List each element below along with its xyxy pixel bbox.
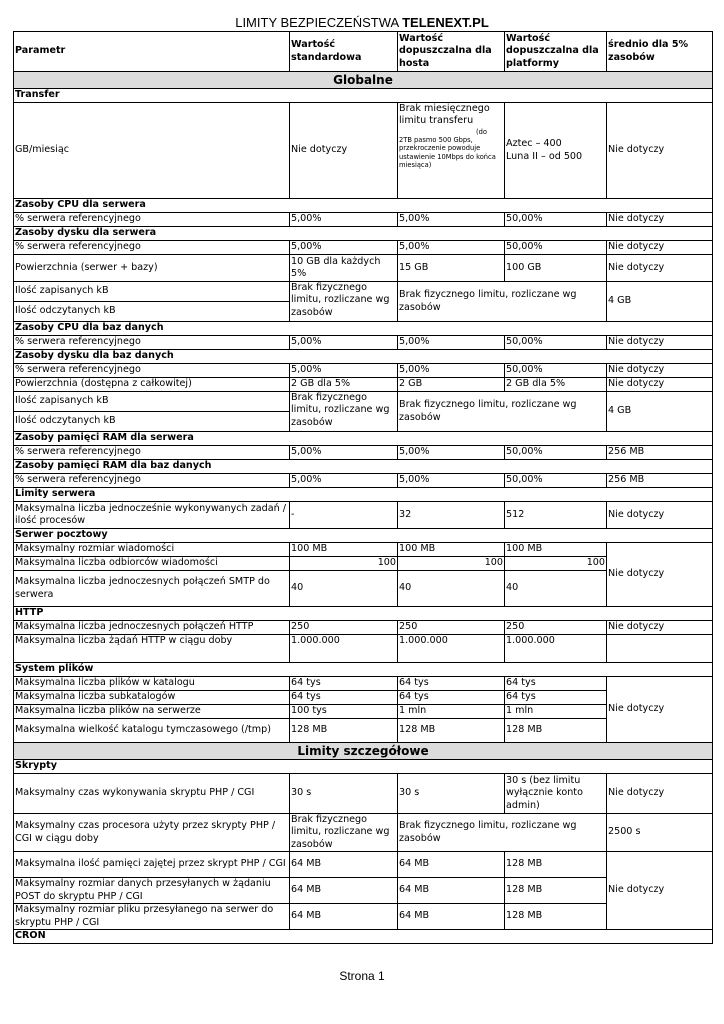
cell-avg: Nie dotyczy: [607, 378, 713, 392]
cell-host: 250: [398, 621, 505, 635]
cell-std: 5,00%: [290, 213, 398, 227]
transfer-plat-line2: Luna II – od 500: [506, 150, 583, 162]
transfer-host-note: [399, 128, 503, 170]
cell-avg: Nie dotyczy: [607, 255, 713, 282]
cell-plat: 100 MB: [505, 543, 607, 557]
section-row: [14, 227, 713, 241]
cell-std: 40: [290, 571, 398, 607]
cell-host: 1 mln: [398, 705, 505, 719]
cell-param: Maksymalna liczba plików w katalogu: [14, 677, 290, 691]
cell-host: 40: [398, 571, 505, 607]
cell-param: Powierzchnia (serwer + bazy): [14, 255, 290, 282]
cell-avg: Nie dotyczy: [607, 241, 713, 255]
cell-std: Nie dotyczy: [290, 103, 398, 199]
table-row: [14, 336, 713, 350]
cell-param: % serwera referencyjnego: [14, 336, 290, 350]
cell-param: Maksymalny rozmiar danych przesyłanych w żądaniu POST do skryptu PHP / CGI: [14, 878, 290, 904]
cell-avg: Nie dotyczy: [607, 103, 713, 199]
cell-std: 10 GB dla każdych 5%: [290, 255, 398, 282]
cell-param: % serwera referencyjnego: [14, 213, 290, 227]
cell-std: Brak fizycznego limitu, rozliczane wg zasobów: [290, 814, 398, 852]
cell-plat: 2 GB dla 5%: [505, 378, 607, 392]
cell-avg: Nie dotyczy: [607, 213, 713, 227]
cell-std: 128 MB: [290, 719, 398, 743]
cell-std: 2 GB dla 5%: [290, 378, 398, 392]
cell-avg: Nie dotyczy: [607, 364, 713, 378]
cell-std: 5,00%: [290, 336, 398, 350]
table-row: [14, 814, 713, 852]
cell-avg: 2500 s: [607, 814, 713, 852]
cell-host: 64 MB: [398, 878, 505, 904]
cell-param: Ilość zapisanych kB: [14, 392, 290, 412]
section-row: [14, 488, 713, 502]
cell-plat: 64 tys: [505, 691, 607, 705]
cell-std: 5,00%: [290, 446, 398, 460]
cell-avg: 256 MB: [607, 446, 713, 460]
cell-std: Brak fizycznego limitu, rozliczane wg zasobów: [290, 282, 398, 322]
band-szczegolowe: [14, 743, 713, 760]
table-row: [14, 213, 713, 227]
cell-param: Maksymalna liczba subkatalogów: [14, 691, 290, 705]
section-fs: System plików: [14, 663, 713, 677]
cell-host: 128 MB: [398, 719, 505, 743]
cell-host: 32: [398, 502, 505, 529]
cell-std: 64 tys: [290, 677, 398, 691]
cell-param: Maksymalna liczba odbiorców wiadomości: [14, 557, 290, 571]
header-srednio: średnio dla 5% zasobów: [607, 32, 713, 72]
cell-host: 5,00%: [398, 364, 505, 378]
section-row: [14, 663, 713, 677]
cell-param: Maksymalny rozmiar wiadomości: [14, 543, 290, 557]
cell-plat: 512: [505, 502, 607, 529]
cell-host: 5,00%: [398, 213, 505, 227]
table-row: [14, 241, 713, 255]
cell-param: Maksymalna liczba jednoczesnych połączeń HTTP: [14, 621, 290, 635]
table-row: [14, 774, 713, 814]
cell-std: 64 MB: [290, 878, 398, 904]
section-row: [14, 529, 713, 543]
section-row: [14, 322, 713, 336]
cell-plat: 30 s (bez limitu wyłącznie konto admin): [505, 774, 607, 814]
cell-host: 5,00%: [398, 336, 505, 350]
cell-plat: 50,00%: [505, 364, 607, 378]
section-row: [14, 350, 713, 364]
cell-std: 64 MB: [290, 904, 398, 930]
table-row: [14, 474, 713, 488]
cell-param: Powierzchnia (dostępna z całkowitej): [14, 378, 290, 392]
section-row: [14, 760, 713, 774]
cell-param: Ilość odczytanych kB: [14, 302, 290, 322]
cell-param: Maksymalny czas wykonywania skryptu PHP / CGI: [14, 774, 290, 814]
cell-plat: 128 MB: [505, 878, 607, 904]
section-row: [14, 607, 713, 621]
cell-param: Ilość zapisanych kB: [14, 282, 290, 302]
cell-param: Maksymalny czas procesora użyty przez skrypty PHP / CGI w ciągu doby: [14, 814, 290, 852]
cell-plat: 1.000.000: [505, 635, 607, 663]
section-mail: Serwer pocztowy: [14, 529, 713, 543]
cell-host: 64 MB: [398, 904, 505, 930]
table-row: [14, 677, 713, 691]
cell-host: 15 GB: [398, 255, 505, 282]
cell-host: 5,00%: [398, 474, 505, 488]
cell-avg: 4 GB: [607, 282, 713, 322]
section-row: [14, 89, 713, 103]
cell-std: 30 s: [290, 774, 398, 814]
cell-plat: [505, 103, 607, 199]
table-row: [14, 852, 713, 878]
table-row: [14, 378, 713, 392]
cell-param: Maksymalna liczba plików na serwerze: [14, 705, 290, 719]
cell-host: 1.000.000: [398, 635, 505, 663]
cell-avg: Nie dotyczy: [607, 621, 713, 635]
cell-std: 100 MB: [290, 543, 398, 557]
cell-std: Brak fizycznego limitu, rozliczane wg zasobów: [290, 392, 398, 432]
section-ram-db: Zasoby pamięci RAM dla baz danych: [14, 460, 713, 474]
section-limits-server: Limity serwera: [14, 488, 713, 502]
header-wartosc-platforma: Wartość dopuszczalna dla platformy: [505, 32, 607, 72]
band-szczegolowe-label: Limity szczegółowe: [14, 743, 713, 760]
document-title: [0, 15, 724, 30]
band-globalne-label: Globalne: [14, 72, 713, 89]
transfer-host-main: Brak miesięcznego limitu transferu: [399, 103, 490, 127]
cell-plat: 128 MB: [505, 719, 607, 743]
cell-plat: 128 MB: [505, 904, 607, 930]
cell-param: % serwera referencyjnego: [14, 474, 290, 488]
cell-plat: 50,00%: [505, 446, 607, 460]
table-row: [14, 621, 713, 635]
table-row: [14, 364, 713, 378]
cell-host: 64 tys: [398, 691, 505, 705]
cell-avg: 256 MB: [607, 474, 713, 488]
cell-plat: 100 GB: [505, 255, 607, 282]
section-row: [14, 460, 713, 474]
transfer-host-note-b: 2TB pasmo 500 Gbps, przekroczenie powoduje ustawienie 10Mbps do końca miesiąca): [399, 136, 496, 170]
cell-host-plat: Brak fizycznego limitu, rozliczane wg zasobów: [398, 392, 607, 432]
cell-std: 5,00%: [290, 241, 398, 255]
section-row: [14, 432, 713, 446]
cell-host-plat: Brak fizycznego limitu, rozliczane wg zasobów: [398, 282, 607, 322]
cell-std: 5,00%: [290, 474, 398, 488]
cell-avg: Nie dotyczy: [607, 543, 713, 607]
cell-host-plat: Brak fizycznego limitu, rozliczane wg zasobów: [398, 814, 607, 852]
table-row: [14, 446, 713, 460]
band-globalne: [14, 72, 713, 89]
section-row: [14, 930, 713, 944]
limits-table: [13, 31, 713, 944]
table-row: [14, 255, 713, 282]
section-transfer: Transfer: [14, 89, 713, 103]
cell-avg: Nie dotyczy: [607, 502, 713, 529]
table-row: [14, 392, 713, 412]
cell-host: 5,00%: [398, 241, 505, 255]
section-disk-server: Zasoby dysku dla serwera: [14, 227, 713, 241]
cell-std: -: [290, 502, 398, 529]
cell-std: 64 tys: [290, 691, 398, 705]
cell-param: Maksymalna wielkość katalogu tymczasowego (/tmp): [14, 719, 290, 743]
cell-std: 100 tys: [290, 705, 398, 719]
header-wartosc-standardowa: Wartość standardowa: [290, 32, 398, 72]
cell-param: % serwera referencyjnego: [14, 241, 290, 255]
table-row: [14, 635, 713, 663]
section-ram-server: Zasoby pamięci RAM dla serwera: [14, 432, 713, 446]
cell-param: Ilość odczytanych kB: [14, 412, 290, 432]
table-row: [14, 103, 713, 199]
cell-std: 1.000.000: [290, 635, 398, 663]
cell-avg: Nie dotyczy: [607, 774, 713, 814]
cell-host: [398, 103, 505, 199]
section-cpu-db: Zasoby CPU dla baz danych: [14, 322, 713, 336]
header-row: [14, 32, 713, 72]
cell-std: 5,00%: [290, 364, 398, 378]
cell-plat: 128 MB: [505, 852, 607, 878]
cell-param: Maksymalna liczba jednoczesnych połączeń SMTP do serwera: [14, 571, 290, 607]
cell-plat: 50,00%: [505, 336, 607, 350]
title-prefix: LIMITY BEZPIECZEŃSTWA: [235, 15, 403, 30]
cell-host: 100 MB: [398, 543, 505, 557]
cell-plat: 1 mln: [505, 705, 607, 719]
cell-host: 64 MB: [398, 852, 505, 878]
header-wartosc-host: Wartość dopuszczalna dla hosta: [398, 32, 505, 72]
cell-param: % serwera referencyjnego: [14, 364, 290, 378]
cell-host: 100: [398, 557, 505, 571]
cell-plat: 40: [505, 571, 607, 607]
cell-avg-empty: [607, 635, 713, 663]
cell-avg: Nie dotyczy: [607, 336, 713, 350]
cell-param: GB/miesiąc: [14, 103, 290, 199]
table-row: [14, 502, 713, 529]
section-http: HTTP: [14, 607, 713, 621]
table-row: [14, 543, 713, 557]
section-row: [14, 199, 713, 213]
section-cpu-server: Zasoby CPU dla serwera: [14, 199, 713, 213]
cell-std: 250: [290, 621, 398, 635]
cell-plat: 100: [505, 557, 607, 571]
cell-avg: Nie dotyczy: [607, 677, 713, 743]
cell-plat: 64 tys: [505, 677, 607, 691]
transfer-host-note-a: (do: [476, 127, 487, 136]
title-brand: TELENEXT.PL: [402, 15, 489, 30]
transfer-plat-line1: Aztec – 400: [506, 138, 562, 150]
page-footer: Strona 1: [339, 969, 385, 983]
cell-avg: 4 GB: [607, 392, 713, 432]
cell-param: % serwera referencyjnego: [14, 446, 290, 460]
cell-avg: Nie dotyczy: [607, 852, 713, 930]
cell-std: 64 MB: [290, 852, 398, 878]
cell-param: Maksymalny rozmiar pliku przesyłanego na serwer do skryptu PHP / CGI: [14, 904, 290, 930]
cell-plat: 50,00%: [505, 213, 607, 227]
cell-host: 64 tys: [398, 677, 505, 691]
cell-host: 30 s: [398, 774, 505, 814]
cell-param: Maksymalna liczba jednocześnie wykonywanych zadań / ilość procesów: [14, 502, 290, 529]
table-row: [14, 282, 713, 302]
cell-param: Maksymalna liczba żądań HTTP w ciągu doby: [14, 635, 290, 663]
cell-host: 5,00%: [398, 446, 505, 460]
cell-param: Maksymalna ilość pamięci zajętej przez skrypt PHP / CGI: [14, 852, 290, 878]
cell-host: 2 GB: [398, 378, 505, 392]
cell-plat: 50,00%: [505, 474, 607, 488]
header-parametr: Parametr: [14, 32, 290, 72]
cell-plat: 250: [505, 621, 607, 635]
section-disk-db: Zasoby dysku dla baz danych: [14, 350, 713, 364]
section-cron: CRON: [14, 930, 713, 944]
cell-std: 100: [290, 557, 398, 571]
cell-plat: 50,00%: [505, 241, 607, 255]
section-scripts: Skrypty: [14, 760, 713, 774]
